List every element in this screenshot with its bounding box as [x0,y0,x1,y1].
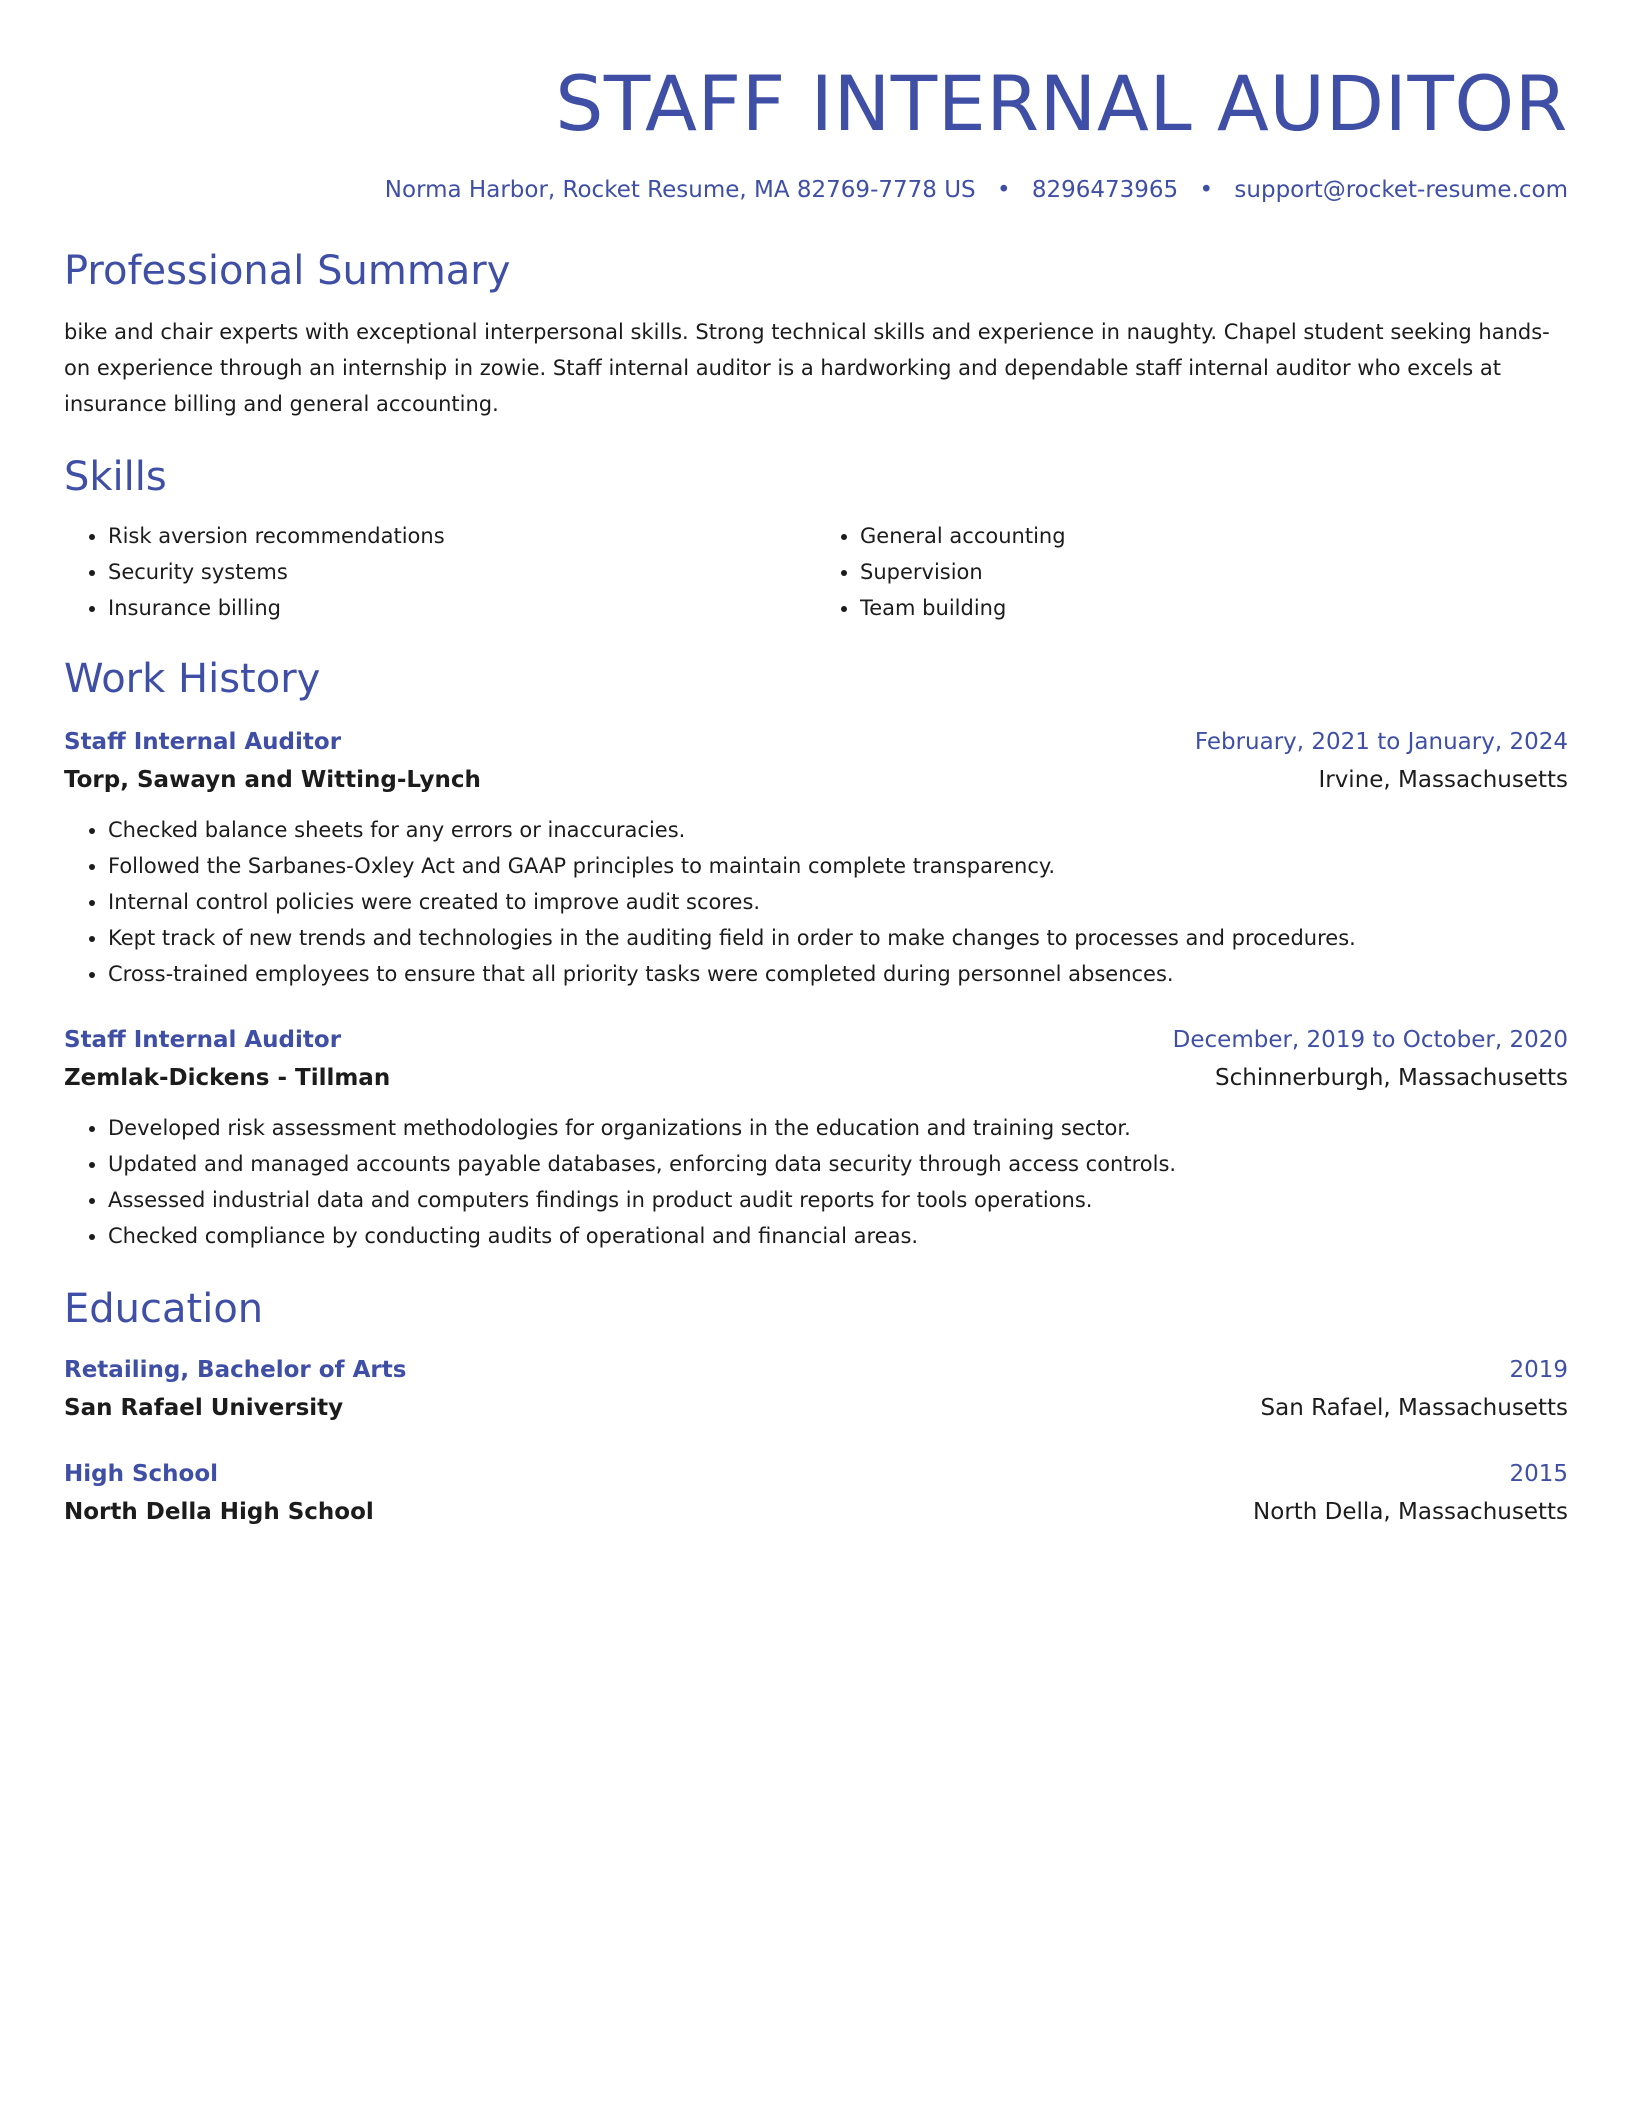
skill-item: • Insurance billing [108,590,816,626]
skills-list-left [64,518,816,626]
job-company: Zemlak-Dickens - Tillman [64,1065,391,1091]
job-bullet: • Followed the Sarbanes-Oxley Act and GAAP principles to maintain complete transparency. [108,848,1568,884]
education-heading: Education [64,1286,264,1332]
work-entry-header [64,1022,1568,1058]
contact-separator: • [996,177,1011,203]
work-entry [64,724,1568,992]
skill-item: • Security systems [108,554,816,590]
contact-separator: • [1199,177,1214,203]
skill-item: • Risk aversion recommendations [108,518,816,554]
job-location: Schinnerburgh, Massachusetts [1215,1065,1568,1091]
education-school: San Rafael University [64,1395,344,1421]
job-title: Staff Internal Auditor [64,1027,342,1053]
education-location: San Rafael, Massachusetts [1260,1395,1568,1421]
job-location: Irvine, Massachusetts [1318,767,1568,793]
summary-heading: Professional Summary [64,248,511,294]
job-bullet: • Developed risk assessment methodologies for organizations in the education and training sector. [108,1110,1568,1146]
job-bullets [64,812,1568,992]
skills-grid [64,518,1568,626]
education-entry-header [64,1352,1568,1388]
education-entry [64,1352,1568,1428]
education-entry-header [64,1456,1568,1492]
education-degree: High School [64,1461,219,1487]
job-bullet: • Checked balance sheets for any errors or inaccuracies. [108,812,1568,848]
work-history-heading: Work History [64,656,321,702]
skill-item: • General accounting [860,518,1568,554]
work-entry-subheader [64,1058,1568,1098]
job-bullet: • Internal control policies were created to improve audit scores. [108,884,1568,920]
job-bullet: • Assessed industrial data and computers findings in product audit reports for tools operations. [108,1182,1568,1218]
job-bullet: • Kept track of new trends and technologies in the auditing field in order to make changes to processes and procedures. [108,920,1568,956]
education-school: North Della High School [64,1499,374,1525]
job-bullet: • Checked compliance by conducting audits of operational and financial areas. [108,1218,1568,1254]
work-entry [64,1022,1568,1254]
job-bullet: • Updated and managed accounts payable databases, enforcing data security through access controls. [108,1146,1568,1182]
education-entry-subheader [64,1388,1568,1428]
education-entry-subheader [64,1492,1568,1532]
job-company: Torp, Sawayn and Witting-Lynch [64,767,481,793]
education-location: North Della, Massachusetts [1253,1499,1568,1525]
job-bullets [64,1110,1568,1254]
education-year: 2015 [1509,1461,1568,1487]
work-entry-subheader [64,760,1568,800]
education-degree: Retailing, Bachelor of Arts [64,1357,407,1383]
summary-text: bike and chair experts with exceptional interpersonal skills. Strong technical skills and experience in naughty. Chapel student seeking hands-on experience through an internship in zowie. Staff internal auditor is a hardworking and dependable staff internal auditor who excels at insurance billing and general accounting. [64,320,1550,416]
resume-name: STAFF INTERNAL AUDITOR [555,59,1568,148]
skill-item: • Team building [860,590,1568,626]
skills-heading: Skills [64,454,167,500]
job-bullet: • Cross-trained employees to ensure that all priority tasks were completed during personnel absences. [108,956,1568,992]
education-year: 2019 [1509,1357,1568,1383]
job-dates: December, 2019 to October, 2020 [1172,1027,1568,1053]
contact-address: Norma Harbor, Rocket Resume, MA 82769-7778 US [384,177,976,203]
contact-line [64,174,1568,206]
skill-item: • Supervision [860,554,1568,590]
resume-page [64,0,1568,1532]
contact-phone: 8296473965 [1031,177,1179,203]
education-entry [64,1456,1568,1532]
skills-list-right [816,518,1568,626]
job-dates: February, 2021 to January, 2024 [1194,729,1568,755]
work-entry-header [64,724,1568,760]
contact-email: support@rocket-resume.com [1234,177,1568,203]
job-title: Staff Internal Auditor [64,729,342,755]
